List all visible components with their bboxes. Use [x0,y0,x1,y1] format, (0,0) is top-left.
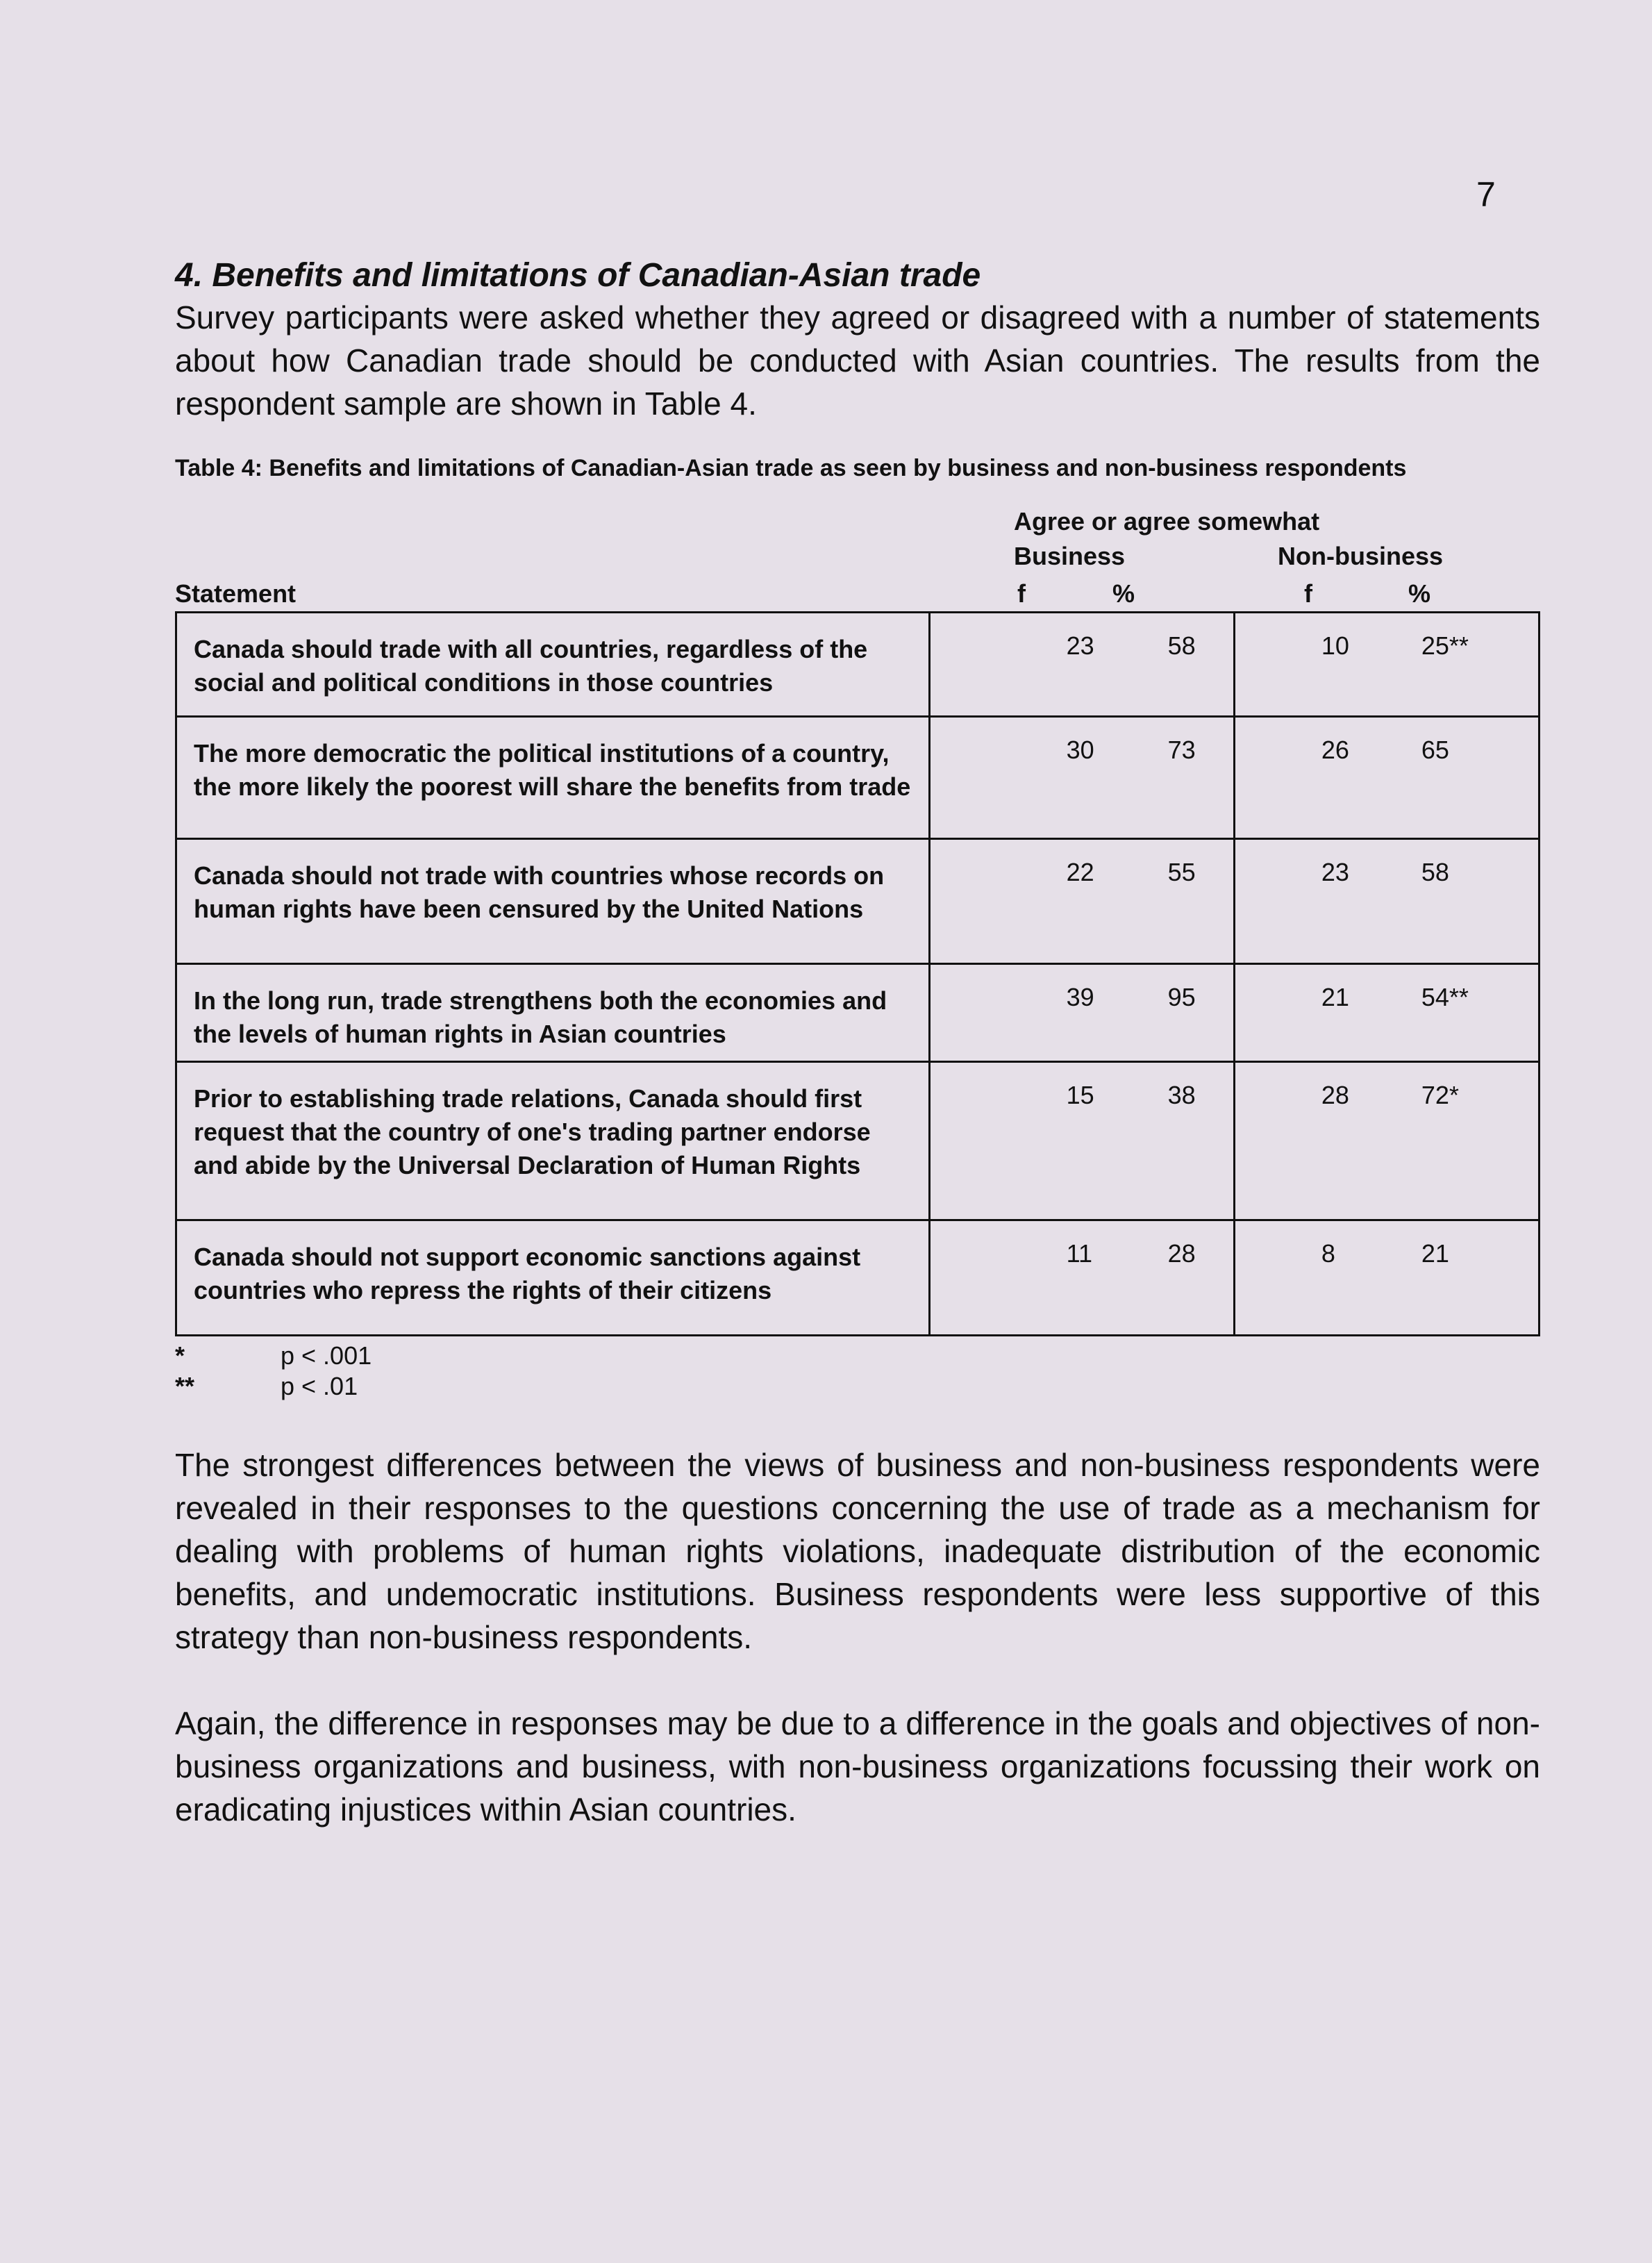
business-cell [929,964,1234,1062]
nonbusiness-f-value: 10 [1321,631,1349,661]
statement-header: Statement [175,579,297,608]
nonbusiness-f-value: 23 [1321,858,1349,887]
nonbusiness-cell [1234,839,1539,964]
statement-cell: Canada should not support economic sanctions against countries who repress the rights of their citizens [176,1220,930,1336]
footnote-text: p < .01 [281,1372,358,1401]
footnote-symbol: ** [175,1372,195,1401]
business-cell [929,1062,1234,1220]
nonbusiness-pct-value: 25** [1421,631,1469,661]
nonbusiness-pct-value: 21 [1421,1239,1449,1268]
nonbusiness-cell [1234,1220,1539,1336]
nonbusiness-f-value: 21 [1321,983,1349,1012]
statement-cell: Prior to establishing trade relations, Canada should first request that the country of one's trading partner endorse and abide by the Universal Declaration of Human Rights [176,1062,930,1220]
business-cell [929,1220,1234,1336]
nonbusiness-cell [1234,613,1539,717]
table-row [176,1062,1540,1220]
business-cell [929,613,1234,717]
footnote-symbol: * [175,1341,185,1370]
nonbusiness-pct-value: 54** [1421,983,1469,1012]
business-header: Business [1014,542,1126,571]
page-content [175,256,1540,1831]
business-pct-value: 58 [1167,631,1196,661]
business-cell [929,717,1234,839]
table-row [176,1220,1540,1336]
statement-cell: In the long run, trade strengthens both the economies and the levels of human rights in Asian countries [176,964,930,1062]
table-footnotes [175,1341,1540,1402]
footnote-text: p < .001 [281,1341,372,1370]
business-pct-value: 73 [1167,736,1196,765]
footnote [175,1371,1540,1402]
business-f-value: 15 [1066,1081,1094,1110]
business-f-value: 23 [1066,631,1094,661]
section-heading: 4. Benefits and limitations of Canadian-Asian trade [175,257,981,294]
nonbusiness-pct-value: 72* [1421,1081,1459,1110]
page-number: 7 [1476,175,1496,214]
table-row [176,613,1540,717]
nonbusiness-pct-value: 58 [1421,858,1449,887]
business-pct-value: 28 [1167,1239,1196,1268]
nonbusiness-f-value: 8 [1321,1239,1335,1268]
results-table [175,611,1540,1336]
business-pct-value: 38 [1167,1081,1196,1110]
business-f-value: 22 [1066,858,1094,887]
group-header: Agree or agree somewhat [1014,507,1320,536]
statement-cell: The more democratic the political institutions of a country, the more likely the poorest will share the benefits from trade [176,717,930,839]
table-row [176,839,1540,964]
statement-cell: Canada should trade with all countries, regardless of the social and political conditions in those countries [176,613,930,717]
nonbusiness-f-value: 28 [1321,1081,1349,1110]
nonbusiness-cell [1234,964,1539,1062]
table-caption: Table 4: Benefits and limitations of Canadian-Asian trade as seen by business and non-business respondents [175,454,1407,481]
table-row [176,717,1540,839]
nonbusiness-f-header: f [1304,579,1312,608]
table-column-headers [175,507,1540,611]
nonbusiness-cell [1234,1062,1539,1220]
business-pct-value: 95 [1167,983,1196,1012]
business-pct-header: % [1112,579,1135,608]
intro-paragraph: Survey participants were asked whether they agreed or disagreed with a number of statements about how Canadian trade should be conducted with Asian countries. The results from the respondent sample are shown in Table 4. [175,299,1540,422]
business-pct-value: 55 [1167,858,1196,887]
footnote [175,1341,1540,1371]
discussion-paragraph: The strongest differences between the views of business and non-business respondents were revealed in their responses to the questions concerning the use of trade as a mechanism for dealing with problems of human rights violations, inadequate distribution of the economic benefits, and undemocratic institutions. Business respondents were less supportive of this strategy than non-business respondents. [175,1447,1540,1656]
business-f-value: 39 [1066,983,1094,1012]
nonbusiness-header: Non-business [1278,542,1444,571]
statement-cell: Canada should not trade with countries whose records on human rights have been censured by the United Nations [176,839,930,964]
business-f-value: 30 [1066,736,1094,765]
business-f-header: f [1017,579,1026,608]
business-f-value: 11 [1066,1239,1093,1268]
table-row [176,964,1540,1062]
business-cell [929,839,1234,964]
nonbusiness-f-value: 26 [1321,736,1349,765]
nonbusiness-cell [1234,717,1539,839]
nonbusiness-pct-header: % [1408,579,1431,608]
conclusion-paragraph: Again, the difference in responses may be due to a difference in the goals and objectives of non-business organizations and business, with non-business organizations focussing their work on eradicating injustices within Asian countries. [175,1705,1540,1828]
nonbusiness-pct-value: 65 [1421,736,1449,765]
